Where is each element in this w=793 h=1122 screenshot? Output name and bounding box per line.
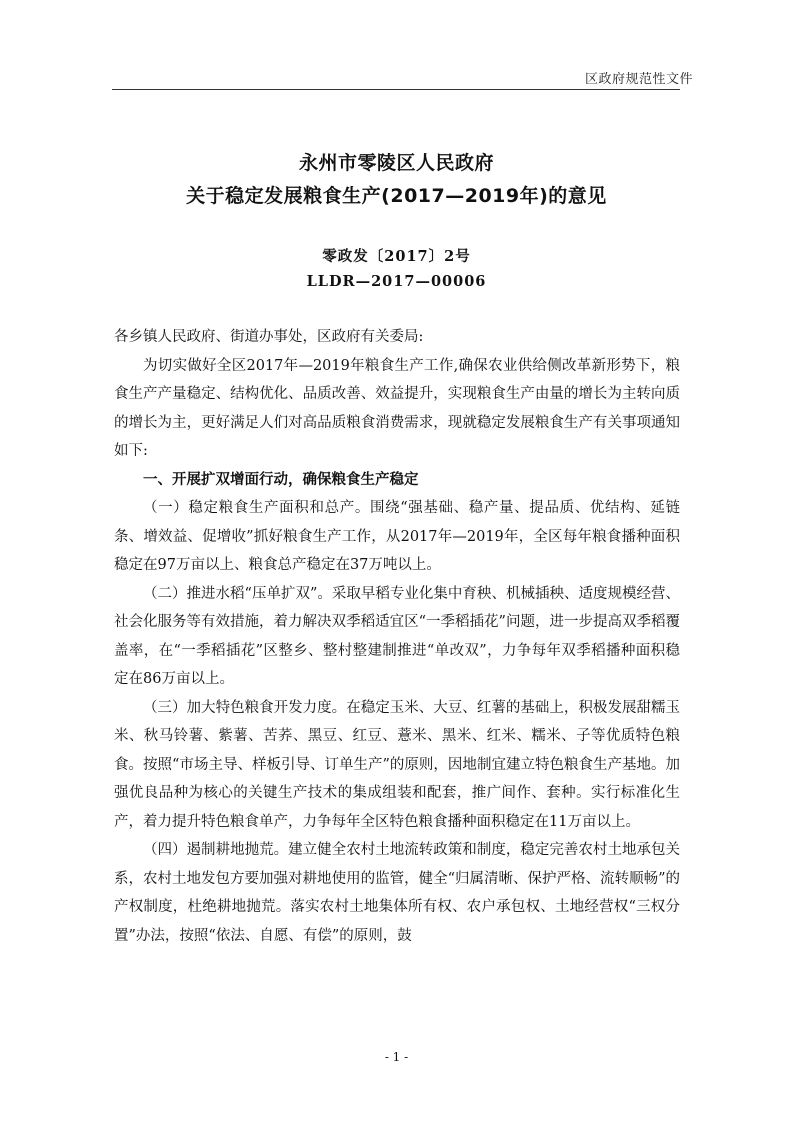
salutation: 各乡镇人民政府、街道办事处，区政府有关委局: bbox=[114, 329, 424, 345]
paragraph-4: （四）遏制耕地抛荒。建立健全农村土地流转政策和制度，稳定完善农村土地承包关系，农村土地发包方要加强对耕地使用的监管，健全“归属清晰、保护严格、流转顺畅”的产权制度，杜绝耕地抛荒。落实农村土地集体所有权、农户承包权、土地经营权“三权分置”办法，按照“依法、自愿、有偿”的原则，鼓 bbox=[114, 842, 680, 944]
document-body bbox=[114, 323, 680, 950]
paragraph-2: （二）推进水稻“压单扩双”。采取早稻专业化集中育秧、机械插秧、适度规模经营、社会化服务等有效措施，着力解决双季稻适宜区“一季稻插花”问题，进一步提高双季稻覆盖率，在“一季稻插花”区整乡、整村整建制推进“单改双”，力争每年双季稻播种面积稳定在86万亩以上。 bbox=[114, 585, 680, 687]
intro-paragraph: 为切实做好全区2017年—2019年粮食生产工作,确保农业供给侧改革新形势下，粮食生产产量稳定、结构优化、品质改善、效益提升，实现粮食生产由量的增长为主转向质的增长为主，更好满足人们对高品质粮食消费需求，现就稳定发展粮食生产有关事项通知如下: bbox=[114, 357, 680, 459]
header-divider bbox=[112, 89, 680, 90]
document-type-label: 区政府规范性文件 bbox=[584, 72, 693, 87]
document-title-line-2: 关于稳定发展粮食生产(2017—2019年)的意见 bbox=[186, 185, 607, 207]
paragraph-1: （一）稳定粮食生产面积和总产。围绕“强基础、稳产量、提品质、优结构、延链条、增效益、促增收”抓好粮食生产工作，从2017年—2019年，全区每年粮食播种面积稳定在97万亩以上、粮食总产稳定在37万吨以上。 bbox=[114, 500, 680, 573]
document-number: 零政发〔2017〕2号 bbox=[322, 248, 471, 265]
paragraph-3: （三）加大特色粮食开发力度。在稳定玉米、大豆、红薯的基础上，积极发展甜糯玉米、秋马铃薯、紫薯、苦荞、黑豆、红豆、薏米、黑米、红米、糯米、子等优质特色粮食。按照“市场主导、样板引导、订单生产”的原则，因地制宜建立特色粮食生产基地。加强优良品种为核心的关键生产技术的集成组装和配套，推广间作、套种。实行标准化生产，着力提升特色粮食单产，力争每年全区特色粮食播种面积稳定在11万亩以上。 bbox=[114, 699, 680, 830]
document-registration-code: LLDR—2017—00006 bbox=[306, 273, 487, 290]
page-number: - 1 - bbox=[384, 1050, 409, 1064]
section-heading: 一、开展扩双增面行动，确保粮食生产稳定 bbox=[143, 471, 419, 488]
document-title-line-1: 永州市零陵区人民政府 bbox=[298, 152, 494, 174]
